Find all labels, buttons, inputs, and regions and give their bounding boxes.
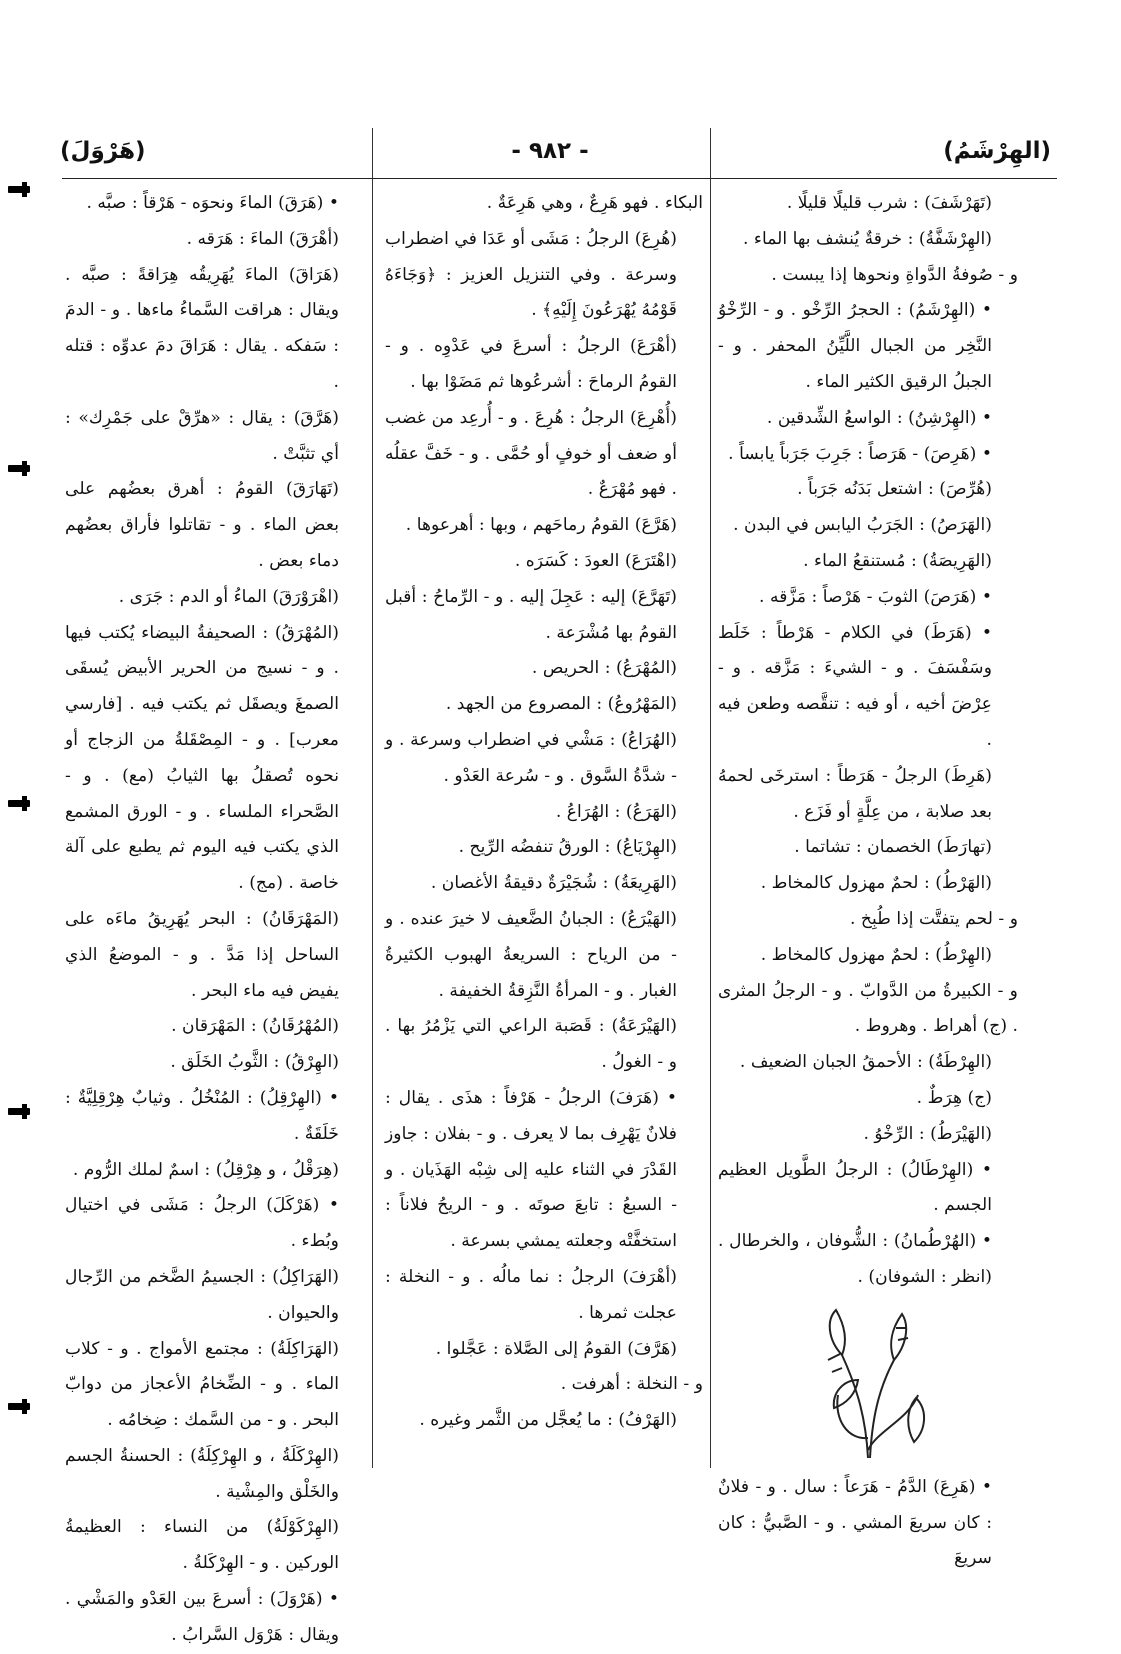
dictionary-entry: (هَرَّفَ) القومُ إلى الصَّلاة : عَجَّلوا . [435,1338,677,1359]
dictionary-entry: (الهِرْطُ) : لحمٌ مهزول كالمخاط . [760,944,992,965]
dictionary-entry: (اهْرَوْرَقَ) الماءُ أو الدم : جَرَى . [118,586,339,607]
dictionary-entry: (اهْتَرَعَ) العودَ : كَسَرَه . [514,550,677,571]
dictionary-entry: (هَرَّعَ) القومُ رماحَهم ، وبها : أهرعوها . [405,515,677,536]
dictionary-entry: (الهِرْيَاعُ) : الورقُ تنفضُه الرِّيح . [458,837,677,858]
dictionary-entry: • (هَرَقَ) الماءَ ونحوَه - هَرْقاً : صبَّه . [86,193,339,213]
margin-mark [8,465,30,472]
dictionary-entry: • (الهِرْطَالُ) : الرجلُ الطَّويل العظيم الجسم . [718,1159,992,1216]
dictionary-entry: و - صُوفةُ الدَّواةِ ونحوها إذا يبست . [771,264,1018,285]
dictionary-entry: (الهَرْطُ) : لحمٌ مهزول كالمخاط . [760,873,992,894]
oat-plant-illustration [798,1300,938,1460]
page-number: - ٩٨٢ - [511,138,589,164]
margin-mark [8,1108,30,1115]
dictionary-entry: • (الهِرْشَمُ) : الحجرُ الرِّخْو . و - الرِّخْوُ النَّخِر من الجبال اللَّيِّنُ المحفر . و - الجبلُ الرقيق الكثير الماء . [718,300,992,392]
dictionary-entry: و - الكبيرةُ من الدَّوابّ . و - الرجلُ المثرى . (ج) أهراط . وهروط . [718,980,1018,1037]
margin-mark [8,800,30,807]
dictionary-entry: • (هَرَفَ) الرجلُ - هَرْفاً : هذَى . يقال : فلانٌ يَهْرِف بما لا يعرف . و - بفلان : جاوز القَدْرَ في الثناء عليه إلى شِبْه الهَذَيان . و - السبعُ : تابعَ صوتَه . و - الريحُ فلاناً : استخفَّتْه وجعلته يمشي بسرعة . [385,1087,677,1252]
dictionary-entry: (هِرَقْلُ ، و هِرْقِلُ) : اسمٌ لملك الرُّوم . [72,1159,339,1180]
dictionary-entry: • (هَرْكَلَ) الرجلُ : مَشَى في اختيال وبُطء . [65,1195,339,1252]
column-right-entries [718,186,1018,1296]
dictionary-entry: (ج) هِرَطٌ . [916,1087,992,1108]
dictionary-entry: • (الهِرْقِلُ) : المُنْخُلُ . وثيابٌ هِرْقِلِيَّةٌ : خَلَقَةٌ . [65,1087,339,1144]
column-middle [385,186,703,1476]
dictionary-entry: • (الهُرْطُمانُ) : الشُّوفان ، والخرطال . (انظر : الشوفان) . [718,1231,992,1287]
dictionary-entry: (الهِرْشَفَّةُ) : خرقةٌ يُنشف بها الماء . [742,228,992,249]
dictionary-entry: (تهارَطَ) الخصمان : تشاتما . [794,837,992,858]
dictionary-entry: (الهَرْفُ) : ما يُعجَّل من الثَّمر وغيره . [419,1410,677,1431]
dictionary-entry: (المَهْرُوعُ) : المصروع من الجهد . [445,694,677,715]
dictionary-entry: (تَهَرَّعَ) إليه : عَجِلَ إليه . و - الرِّماحُ : أقبل القومُ بها مُشْرَعة . [385,586,677,643]
column-left [65,186,365,1645]
dictionary-entry: • (هَرَطَ) في الكلام - هَرْطاً : خَلَط وسَفْسَفَ . و - الشيءَ : مَزَّقه . و - عِرْضَ أخيه ، أو فيه : تنقَّصه وطعن فيه . [718,622,992,750]
dictionary-entry: و - لحم يتفتَّت إذا طُبِخ . [849,908,1018,929]
dictionary-entry: (هَرَّقَ) : يقال : «هرِّقْ على جَمْرِك» : أي تثبَّتْ . [65,407,339,464]
dictionary-entry: (المَهْرَقَانُ) : البحر يُهَرِيقُ ماءَه على الساحل إذا مَدَّ . و - الموضعُ الذي يفيض فيه ماء البحر . [65,908,339,1001]
dictionary-entry: (تَهَرْشَفَ) : شرب قليلًا قليلًا . [786,193,992,213]
header-guide-word-first: (الهِرْشَمُ) [943,138,1051,164]
dictionary-entry: (الهُرَاعُ) : مَشْي في اضطراب وسرعة . و - شدَّةُ السَّوق . و - سُرعة العَدْو . [385,729,677,786]
dictionary-entry: • (هَرَصَ) الثوبَ - هَرْصاً : مَزَّقه . [759,586,992,607]
dictionary-entry: (الهِرْطَةُ) : الأحمقُ الجبان الضعيف . [739,1052,992,1073]
dictionary-entry: (هُرِّصَ) : اشتعل بَدَنُه جَرَباً . [797,479,992,500]
dictionary-entry: (الهَرِيعَةُ) : شُجَيْرَةٌ دقيقةُ الأغصان . [430,873,677,894]
dictionary-entry: البكاء . فهو هَرِعٌ ، وهي هَرِعَةٌ . [486,193,703,213]
dictionary-entry: (الهَيْرَطُ) : الرِّخْوُ . [863,1123,992,1144]
dictionary-entry: • (هَرِعَ) الدَّمُ - هَرَعاً : سال . و - فلانٌ : كان سريعَ المشي . و - الصَّبيُّ : كان سريعَ [718,1476,992,1569]
margin-mark [8,1403,30,1410]
column-divider-right [710,128,711,1468]
dictionary-entry: (هَرِطَ) الرجلُ - هَرَطاً : استرخَى لحمهُ بعد صلابة ، من عِلَّةٍ أو فَزَع . [718,765,992,822]
dictionary-entry: • (الهِرْشِنُ) : الواسعُ الشِّدقين . [766,407,992,428]
dictionary-entry: (تَهَارَقَ) القومُ : أهرق بعضُهم على بعض الماء . و - تقاتلوا فأراق بعضُهم دماء بعض . [65,479,339,571]
column-right [718,186,1018,1569]
dictionary-entry: (أهْرَفَ) الرجلُ : نما مالُه . و - النخلة : عجلت ثمرها . [385,1266,677,1323]
dictionary-entry: (أهْرَقَ) الماءَ : هَرَقه . [186,228,339,249]
dictionary-entry: (الهِرْكَوْلَةُ) من النساء : العظيمةُ الوركين . و - الهِرْكَلةُ . [65,1517,339,1574]
header-rule [62,178,1057,179]
dictionary-entry: (الهَرَصُ) : الجَرَبُ اليابس في البدن . [733,515,992,536]
dictionary-entry: (هَرَاقَ) الماءَ يُهَرِيقُه هِرَاقةً : صبَّه . ويقال : هراقت السَّماءُ ماءها . و - الدمَ : سَفكه . يقال : هَرَاقَ دمَ عدوِّه : قتله . [65,264,339,392]
column-right-bottom-entries [718,1470,1018,1577]
dictionary-entry: (الهَرَعُ) : الهُرَاعُ . [555,801,677,822]
dictionary-entry: (الهِرْكَلَةُ ، و الهِرْكِلَةُ) : الحسنةُ الجسم والخَلْق والمِشْية . [65,1445,339,1502]
column-divider-left [372,128,373,1468]
column-left-entries [65,186,365,1654]
dictionary-entry: • (هَرْوَلَ) : أسرعَ بين العَدْو والمَشْي . ويقال : هَرْوَل السَّرابُ . [65,1589,339,1645]
dictionary-entry: (الهَيْرَعُ) : الجبانُ الضَّعيف لا خيرَ عنده . و - من الرياح : السريعةُ الهبوب الكثيرةُ الغبار . و - المرأةُ النَّزِقةُ الخفيفة . [385,908,677,1001]
margin-mark [8,186,30,193]
dictionary-entry: (أُهْرِعَ) الرجلُ : هُرِعَ . و - أُرعِد من غضب أو ضعف أو خوفٍ أو حُمَّى . و - خَفَّ عقلُه . فهو مُهْرَعٌ . [385,407,677,500]
header-guide-word-last: (هَرْوَلَ) [60,138,146,164]
dictionary-entry: (أهْرَعَ) الرجلُ : أسرعَ في عَدْوِه . و - القومُ الرماحَ : أشرعُوها ثم مَضَوْا بها . [385,336,677,392]
dictionary-entry: (الهَرِيصَةُ) : مُستنقعُ الماء . [803,550,992,571]
dictionary-entry: (الهِرْقُ) : الثَّوبُ الخَلَق . [170,1052,339,1073]
dictionary-entry: (المُهْرَقُ) : الصحيفةُ البيضاء يُكتب فيها . و - نسيج من الحرير الأبيض يُسقَى الصمغَ ويصقَل ثم يكتب فيه . [فارسي معرب] . و - المِصْقَلةُ من الزجاج أو نحوه تُصقلُ بها الثيابُ (مع) . و - الصَّحراء الملساء . و - الورق المشمع الذي يكتب فيه اليوم ثم يطبع على آلة خاصة . (مج) . [65,622,339,894]
dictionary-entry: (المُهْرُقَانُ) : المَهْرَقان . [171,1016,339,1037]
dictionary-entry: (الهَرَاكِلَةُ) : مجتمع الأمواج . و - كلاب الماء . و - الضِّخامُ الأعجاز من دوابّ البحر . و - من السَّمك : ضِخامُه . [65,1338,339,1431]
dictionary-entry: (هُرِعَ) الرجلُ : مَشَى أو عَدَا في اضطراب وسرعة . وفي التنزيل العزيز : ﴿وَجَاءَهُ قَوْمُهُ يُهْرَعُونَ إِلَيْهِ﴾ . [385,228,677,321]
dictionary-entry: (الهَرَاكِلُ) : الجسيمُ الضَّخم من الرِّجال والحيوان . [65,1266,339,1323]
dictionary-entry: • (هَرِصَ) - هَرَصاً : جَرِبَ جَرَباً يابساً . [728,443,992,464]
dictionary-entry: و - النخلة : أهرفت . [560,1374,703,1395]
column-middle-entries [385,186,703,1439]
dictionary-entry: (الهَيْرَعَةُ) : قَصَبة الراعي التي يَزْمُرُ بها . و - الغولُ . [385,1016,677,1073]
dictionary-entry: (المُهْرَعُ) : الحريص . [531,658,677,679]
